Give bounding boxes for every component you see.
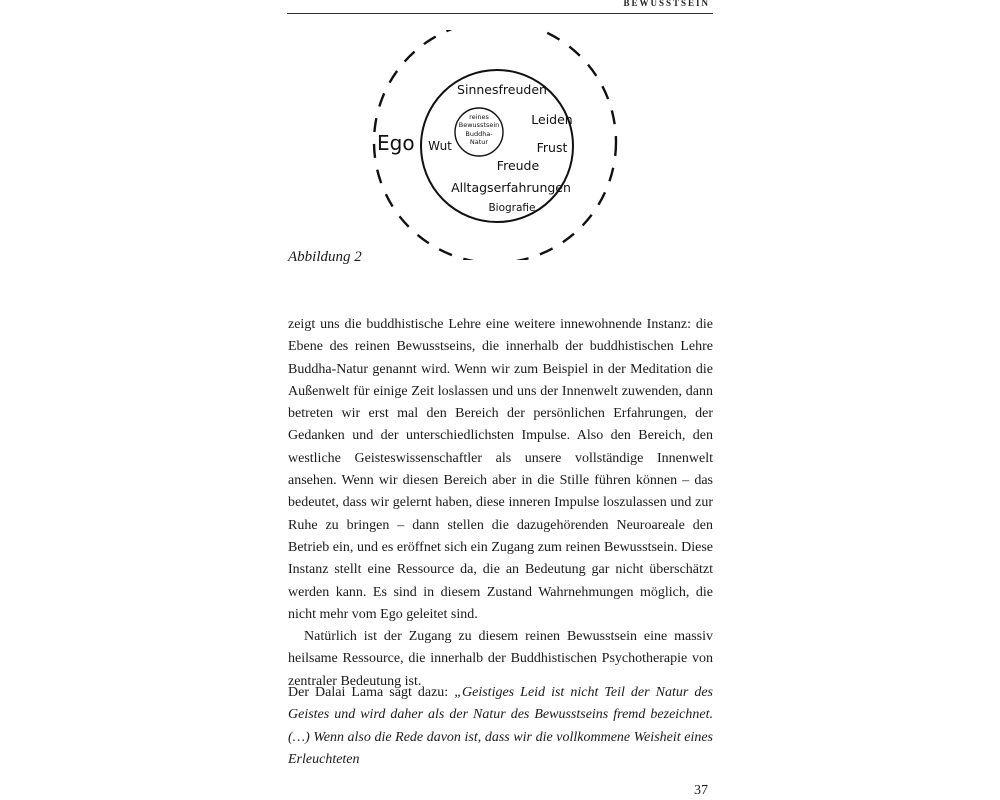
- running-head: BEWUSSTSEIN: [623, 0, 710, 8]
- inner-line-1: reines: [469, 113, 489, 121]
- paragraph-1: zeigt uns die buddhistische Lehre eine weitere innewohnende Instanz: die Ebene des reinen Bewusstseins, die innerhalb der buddhistischen Lehre Buddha-Natur genannt wird. Wenn wir zum Beispiel in der Meditation die Außenwelt für einige Zeit loslassen und uns der Innenwelt zuwenden, dann betreten wir erst mal den Bereich der persönlichen Erfahrungen, der Gedanken und der unterschiedlichsten Impulse. Also den Bereich, den westliche Geisteswissenschaftler als unsere vollständige Innenwelt ansehen. Wenn wir diesen Bereich aber in die Stille führen können – das bedeutet, dass wir gelernt haben, diese inneren Impulse loszulassen und zur Ruhe zu bringen – dann stellen die dazugehörenden Neuroareale den Betrieb ein, und es eröffnet sich ein Zugang zum reinen Bewusstsein. Diese Instanz stellt eine Ressource da, die an Bedeutung gar nicht überschätzt werden kann. Es sind in diesem Zustand Wahrnehmungen möglich, die nicht mehr vom Ego geleitet sind.: [288, 317, 713, 622]
- label-frust: Frust: [536, 140, 568, 155]
- page-number: 37: [694, 783, 708, 798]
- inner-line-4: Natur: [469, 138, 489, 146]
- body-text: [288, 314, 713, 693]
- quote-text: „Geistiges Leid ist nicht Teil der Natur des Geistes und wird daher als der Natur des Bewusstseins fremd bezeichnet. (…) Wenn also die Rede davon ist, dass wir die vollkommene Weisheit eines Erleuchteten: [288, 685, 713, 767]
- header-rule: [287, 13, 713, 14]
- label-biografie: Biografie: [488, 202, 536, 214]
- ego-diagram-svg: [350, 30, 650, 260]
- label-ego: Ego: [377, 131, 415, 155]
- label-wut: Wut: [428, 139, 452, 153]
- quote-paragraph: [288, 682, 713, 771]
- quote-intro: Der Dalai Lama sagt dazu:: [288, 685, 455, 700]
- label-sinnesfreuden: Sinnesfreuden: [457, 82, 547, 97]
- label-freude: Freude: [496, 158, 540, 173]
- figure-ego-diagram: [350, 30, 650, 260]
- figure-caption: Abbildung 2: [288, 249, 362, 265]
- inner-line-2: Bewusstsein: [458, 121, 500, 129]
- inner-line-3: Buddha-: [465, 130, 493, 138]
- label-leiden: Leiden: [531, 112, 573, 127]
- paragraph-2: Natürlich ist der Zugang zu diesem reinen Bewusstsein eine massiv heilsame Ressource, die innerhalb der Buddhistischen Psychotherapie von zentraler Bedeutung ist.: [288, 629, 713, 689]
- label-alltagserfahrungen: Alltagserfahrungen: [451, 180, 571, 195]
